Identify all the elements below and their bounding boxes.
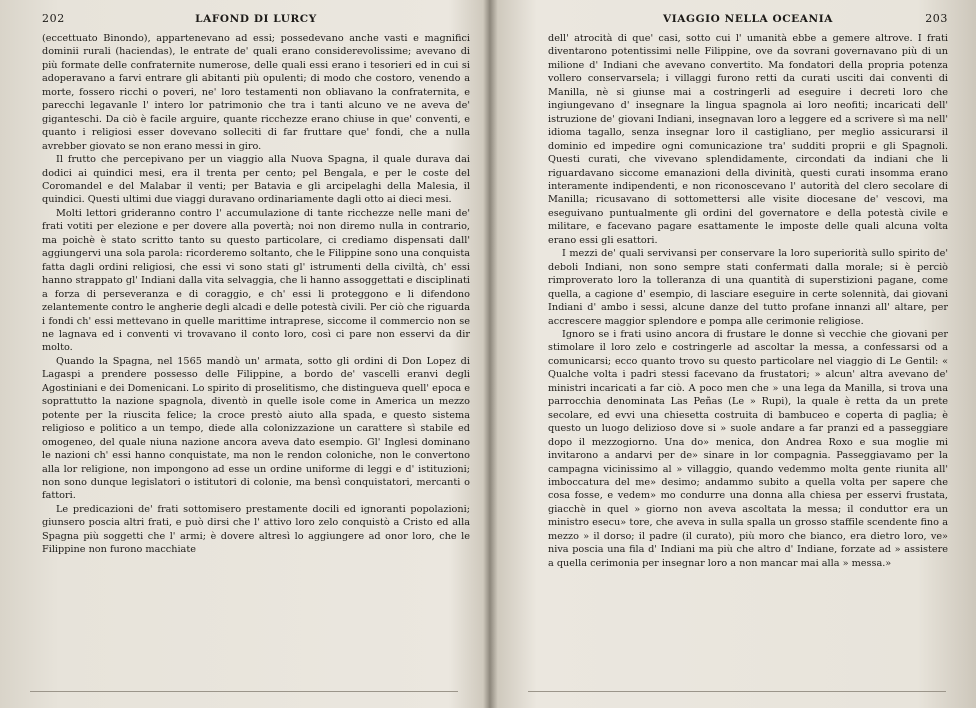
right-running-title: VIAGGIO NELLA OCEANIA — [663, 13, 833, 25]
left-page-number: 202 — [42, 12, 65, 25]
paragraph: Le predicazioni de' frati sottomisero prestamente docili ed ignoranti popolazioni; giunsero poscia altri frati, e può dirsi che l' attivo loro zelo conquistò a Cristo ed alla Spagna più soggetti che l' armi; è dovere altresì lo aggiungere ad onor loro, che le Filippine non furono macchiate — [42, 503, 470, 556]
paragraph: Il frutto che percepivano per un viaggio alla Nuova Spagna, il quale durava dai dodici ai quindici mesi, era il trenta per cento; pel Bengala, e per le coste del Coromandel e del Malabar il venti; per Batavia e gli arcipelaghi della Malesia, il quindici. Questi ultimi due viaggi duravano ordinariamente dagli otto ai dieci mesi. — [42, 154, 470, 206]
right-page — [488, 0, 976, 708]
right-bottom-rule — [528, 691, 946, 692]
paragraph: dell' atrocità di que' casi, sotto cui l' umanità ebbe a gemere altrove. I frati diventarono potentissimi nelle Filippine, ove da sovrani governavano più di un milione d' Indiani che avevano convertito. Ma fondatori della propria potenza vollero conservarsela; i villaggi furono retti da curati usciti dai conventi di Manilla, nè si giunse mai a costringerli ad eseguire i decreti loro che ingiungevano d' insegnare la lingua spagnola ai loro neofiti; incaricati dell' istruzione de' giovani Indiani, insegnavan loro a leggere ed a scrivere sì ma nell' idioma tagallo, senza insegnar loro il castigliano, per meglio assicurarsi il dominio ed impedire ogni comunicazione tra' sudditi proprii e gli Spagnoli. Questi curati, che vivevano splendidamente, circondati da indiani che li riguardavano siccome emanazioni della divinità, questi curati insomma erano interamente indipendenti, e non riconoscevano l' autorità del clero secolare di Manilla; ricusavano di sottomettersi alle visite diocesane de' vescovi, ma eseguivano puntualmente gli ordini del governatore e della potestà civile e militare, e facevano pagare esattamente le imposte delle quali alcuna volta erano essi gli esattori. — [548, 33, 948, 246]
right-running-head — [548, 12, 948, 26]
paragraph: Molti lettori grideranno contro l' accumulazione di tante ricchezze nelle mani de' frati votiti per elezione e per dovere alla povertà; noi non diremo nulla in contrario, ma poichè è stato scritto tanto su questo particolare, ci crediamo dispensati dall' aggiungervi una sola parola: ricorderemo soltanto, che le Filippine sono una conquista fatta dagli ordini religiosi, che essi vi sono stati gl' istrumenti della civiltà, ch' essi hanno strappato gl' Indiani dalla vita selvaggia, che li hanno assoggettati e disciplinati a forza di perseveranza e di coraggio, e ch' essi li proteggono e li difendono zelantemente contro le angherie degli alcadi e delle potestà civili. Per ciò che riguarda i fondi ch' essi mettevano in quelle marittime intraprese, siccome il commercio non se ne lagnava ed i conventi vi trovavano il conto loro, così ci pare non esservi da dir molto. — [42, 207, 470, 354]
left-running-title: LAFOND DI LURCY — [195, 13, 317, 25]
right-page-number: 203 — [925, 12, 948, 25]
paragraph: I mezzi de' quali servivansi per conservare la loro superiorità sullo spirito de' deboli Indiani, non sono sempre stati confermati dalla morale; si è perciò rimproverato loro la tolleranza di una quantità di superstizioni pagane, come quella, a cagione d' esempio, di lasciare eseguire in certe solennità, dai giovani Indiani d' ambo i sessi, alcune danze del tutto profane innanzi all' altare, per accrescere maggior splendore e pompa alle cerimonie religiose. — [548, 248, 948, 327]
left-bottom-rule — [30, 691, 458, 692]
left-running-head — [42, 12, 470, 26]
right-body-text — [548, 32, 948, 570]
paragraph: Ignoro se i frati usino ancora di frustare le donne sì vecchie che giovani per stimolare il loro zelo e costringerle ad ascoltar la messa, a confessarsi od a comunicarsi; ecco quanto trovo su questo particolare nel viaggio di Le Gentil: « Qualche volta i padri stessi facevano da frustatori; » alcun' altra avevano de' ministri incaricati a far ciò. A poco men che » una lega da Manilla, si trova una parrocchia denominata Las Peñas (Le » Rupi), la quale è retta da un prete secolare, ed evvi una chiesetta costruita di bambuceo e coperta di paglia; è questo un luogo delizioso dove si » suole andare a far pranzi ed a passeggiare dopo il mezzogiorno. Una do» menica, don Andrea Roxo e sua moglie mi invitarono a andarvi per de» sinare in lor compagnia. Passeggiavamo per la campagna vicinissimo al » villaggio, quando vedemmo molta gente riunita all' imboccatura del me» desimo; andammo subito a quella volta per sapere che cosa fosse, e vedem» mo condurre una donna alla chiesa per esservi frustata, giacchè in quel » giorno non aveva ascoltata la messa; il conduttor era un ministro esecu» tore, che aveva in sulla spalla un grosso staffile scendente fino a mezzo » il dorso; il padre (il curato), più moro che bianco, era dietro loro, ve» niva poscia una fila d' Indiani ma più che altro d' Indiane, forzate ad » assistere a quella cerimonia per insegnar loro a non mancar mai alla » messa.» — [548, 328, 948, 569]
left-body-text — [42, 32, 470, 557]
paragraph: (eccettuato Binondo), appartenevano ad essi; possedevano anche vasti e magnifici dominii rurali (haciendas), le entrate de' quali erano considerevolissime; avevano di più formate delle confraternite numerose, delle quali essi erano i tesorieri ed in cui si adoperavano a farvi entrare gli abitanti più opulenti; di modo che costoro, venendo a morte, fossero ricchi o poveri, ne' loro testamenti non obliavano la confraternita, e parecchi legavanle l' intero lor patrimonio che tra i tanti alcuno ve ne aveva de' giganteschi. Da ciò è facile arguire, quante ricchezze erano chiuse in que' conventi, e quanto i religiosi esser dovevano solleciti di far fruttare que' fondi, che a nulla avrebber giovato se non erano messi in giro. — [42, 33, 470, 152]
paragraph: Quando la Spagna, nel 1565 mandò un' armata, sotto gli ordini di Don Lopez di Lagaspi a prendere possesso delle Filippine, a bordo de' vascelli eranvi degli Agostiniani e dei Domenicani. Lo spirito di proselitismo, che distingueva quell' epoca e soprattutto la nazione spagnola, diventò in quelle isole come in America un mezzo potente per la riuscita felice; la croce prestò aiuto alla spada, e questo sistema religioso e politico a un tempo, diede alla colonizzazione un carattere sì stabile ed omogeneo, del quale niuna nazione ancora aveva dato esempio. Gl' Inglesi dominano le nazioni ch' essi hanno conquistate, ma non le rendon coloniche, non le convertono alla lor religione, non impongono ad esse un ordine uniforme di leggi e d' istituzioni; non sono dunque legislatori o istitutori di colonie, ma bensì conquistatori, mercanti o fattori. — [42, 355, 470, 502]
